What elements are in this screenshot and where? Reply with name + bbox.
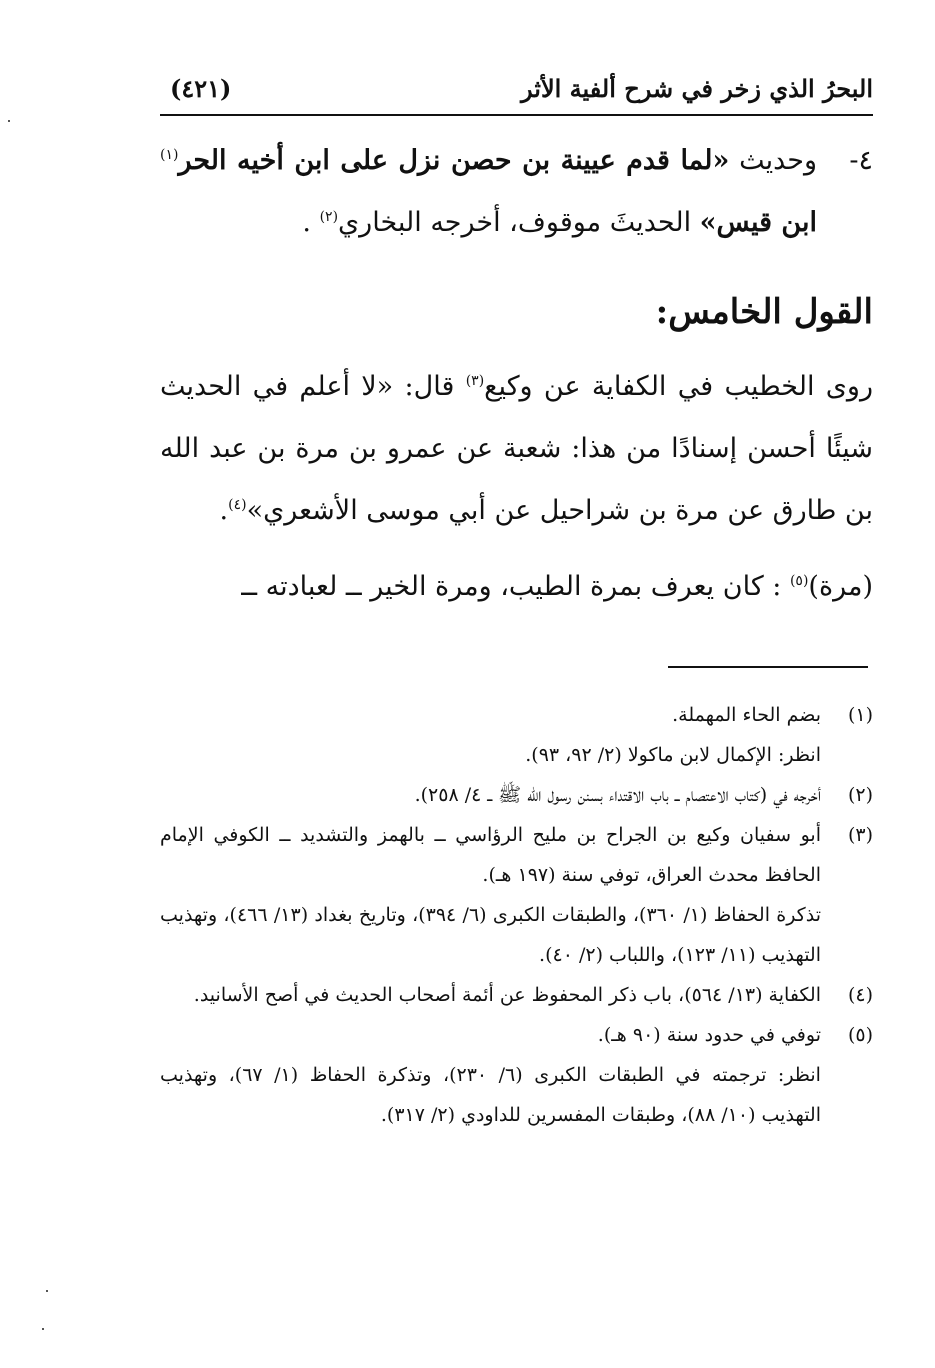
hadith-quote: «لما قدم عيينة بن حصن نزل على ابن أخيه الحر	[178, 145, 730, 176]
para2-text-b: : كان يعرف بمرة الطيب، ومرة الخير ــ لعبادته ــ	[241, 571, 790, 602]
paragraph-murra	[160, 556, 873, 618]
scan-speck	[46, 1290, 48, 1292]
footnote-number: (٣)	[847, 824, 873, 846]
scan-speck	[42, 1328, 44, 1330]
footnote-ref-2: (٢)	[319, 209, 339, 225]
footnote-3	[160, 815, 873, 975]
item-text	[160, 130, 817, 254]
footnote-ref-1: (١)	[160, 147, 179, 163]
footnote-number: (٥)	[847, 1024, 873, 1046]
footnote-ref-3: (٣)	[465, 373, 485, 389]
footnote-separator	[668, 666, 868, 668]
footnote-1	[160, 695, 873, 775]
footnote-line: أبو سفيان وكيع بن الجراح بن مليح الرؤاسي ــ بالهمز والتشديد ــ الكوفي الإمام الحافظ محدث العراق، توفي سنة (١٩٧ هـ).	[160, 824, 821, 886]
para1-text-a: روى الخطيب في الكفاية عن وكيع	[484, 371, 873, 402]
paragraph-waki	[160, 356, 873, 542]
footnote-number: (٤)	[847, 984, 873, 1006]
running-header	[160, 70, 873, 116]
footnote-line: تذكرة الحفاظ (١/ ٣٦٠)، والطبقات الكبرى (٦/ ٣٩٤)، وتاريخ بغداد (١٣/ ٤٦٦)، وتهذيب التهذيب (١١/ ١٢٣)، واللباب (٢/ ٤٠).	[160, 904, 821, 966]
footnote-line: بضم الحاء المهملة.	[672, 704, 821, 726]
para1-text-c: .	[219, 495, 229, 526]
footnote-line: توفي في حدود سنة (٩٠ هـ).	[597, 1024, 821, 1046]
para1-text-b: قال: «لا أعلم في الحديث شيئًا أحسن إسنادًا من هذا: شعبة عن عمرو بن مرة بن عبد الله بن طارق عن مرة بن شراحيل عن أبي موسى الأشعري»	[160, 371, 873, 526]
footnote-line: انظر: الإكمال لابن ماكولا (٢/ ٩٢، ٩٣).	[525, 744, 821, 766]
footnote-line: أخرجه في (كتاب الاعتصام ــ باب الاقتداء بسنن رسول الله ﷺ ــ ٤/ ٢٥٨).	[414, 784, 821, 806]
scan-speck	[8, 120, 10, 122]
footnote-number: (١)	[847, 704, 873, 726]
section-heading: القول الخامس:	[655, 292, 873, 332]
main-text	[160, 130, 873, 618]
footnote-number: (٢)	[847, 784, 873, 806]
item-tail: .	[302, 207, 320, 238]
para2-text-a: (مرة)	[808, 571, 873, 602]
footnote-line: انظر: ترجمته في الطبقات الكبرى (٦/ ٢٣٠)، وتذكرة الحفاظ (١/ ٦٧)، وتهذيب التهذيب (١٠/ ٨٨)، وطبقات المفسرين للداودي (٢/ ٣١٧).	[160, 1064, 821, 1126]
page-number: (٤٢١)	[170, 74, 232, 103]
footnote-ref-4: (٤)	[228, 497, 247, 513]
hadith-quote-end: ابن قيس»	[699, 207, 817, 238]
book-title: البحرُ الذي زخر في شرح ألفية الأثر	[521, 74, 873, 103]
item-intro: وحديث	[729, 145, 818, 176]
footnotes	[160, 695, 873, 1135]
footnote-5	[160, 1015, 873, 1135]
item-number: ٤-	[849, 145, 873, 176]
footnote-4	[160, 975, 873, 1015]
footnote-ref-5: (٥)	[789, 573, 809, 589]
item-rest: الحديثَ موقوف، أخرجه البخاري	[338, 207, 700, 238]
footnote-line: الكفاية (١٣/ ٥٦٤)، باب ذكر المحفوظ عن أئمة أصحاب الحديث في أصح الأسانيد.	[193, 984, 821, 1006]
hadith-item-4	[160, 130, 873, 254]
footnote-2	[160, 775, 873, 815]
